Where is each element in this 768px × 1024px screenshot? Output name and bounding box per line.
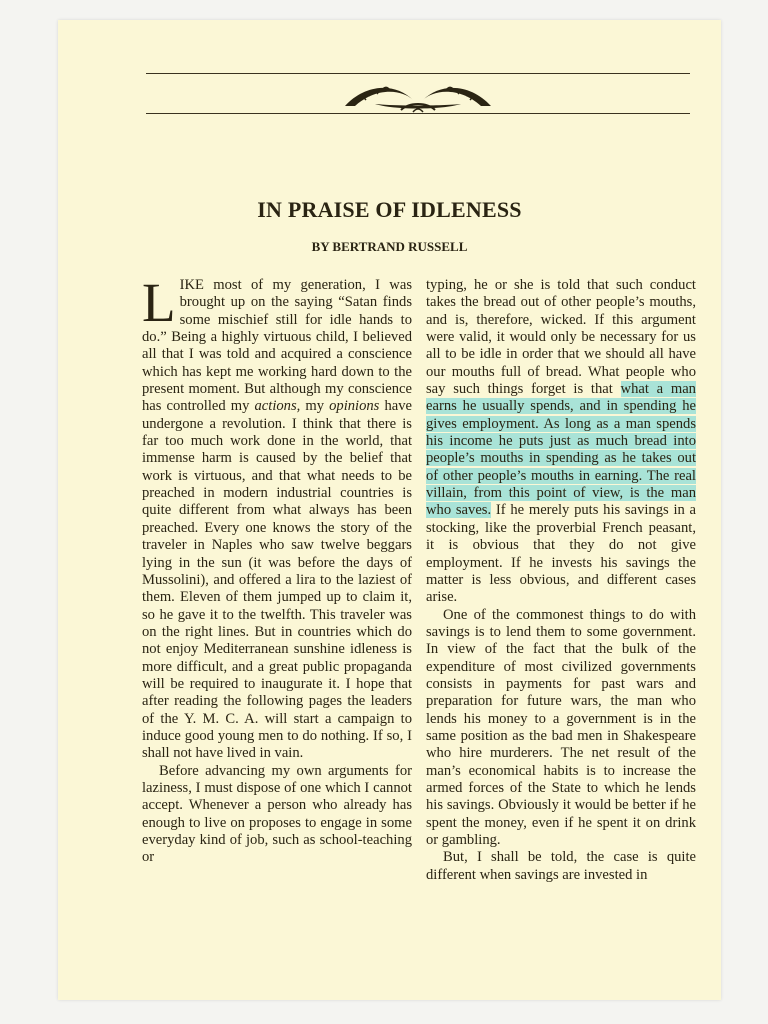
paragraph-text: my (300, 398, 330, 415)
paragraph-text: have undergone a revolution. I think that there is far too much work done in the world, that immense harm is caused by the belief that work is virtuous, and that what needs to be preached in modern industrial countries is quite different from what always has been preached. Every one knows the story of the traveler in Naples who saw twelve beggars lying in the sun (it was before the days of Mussolini), and offered a lira to the laziest of them. Eleven of them jumped up to claim it, so he gave it to the twelfth. This traveler was on the right lines. But in countries which do not enjoy Mediterranean sunshine idleness is more difficult, and a great public propaganda will be required to inaugurate it. I hope that after reading the following pages the leaders of the Y. M. C. A. will start a campaign to induce good young men to do nothing. If so, I shall not have lived in vain. (142, 398, 412, 762)
paragraph: Before advancing my own arguments for laziness, I must dispose of one which I cannot accept. Whenever a person who already has enough to live on proposes to engage in some everyday kind of job, such as school-teaching or (142, 762, 412, 866)
highlighted-text[interactable]: what a man earns he usually spends, and in spending he gives employment. As long as a man spends his income he puts just as much bread into people’s mouths in spending as he takes out of other people’s mouths in earning. The real villain, from this point of view, is the man who saves. (426, 381, 696, 519)
paragraph-text: If he merely puts his savings in a stocking, like the proverbial French peasant, it is obvious that they do not give employment. If he invests his savings the matter is less obvious, and different cases arise. (426, 502, 697, 606)
column-right (426, 277, 696, 884)
magazine-page (58, 20, 721, 1000)
emphasis-text: actions, (254, 398, 301, 415)
article-title: IN PRAISE OF IDLENESS (257, 197, 522, 222)
paragraph (426, 277, 696, 607)
paragraph-text: IKE most of my generation, I was brought up on the saying “Satan finds some mischief still for idle hands to do.” Being a highly virtuous child, I believed all that I was told and acquired a conscience which has kept me working hard down to the present moment. But although my conscience has controlled my (142, 277, 412, 415)
column-left (142, 272, 412, 867)
header-rule-bottom (146, 113, 690, 114)
paragraph (142, 272, 412, 763)
decorative-ornament-icon (335, 76, 501, 114)
drop-cap: L (142, 272, 176, 333)
paragraph: But, I shall be told, the case is quite different when savings are invested in (426, 849, 696, 883)
header-rule-top (146, 73, 690, 74)
emphasis-text: opinions (329, 398, 380, 415)
article-byline: BY BERTRAND RUSSELL (311, 239, 468, 254)
paragraph-text: typing, he or she is told that such conduct takes the bread out of other people’s mouths, and is, therefore, wicked. If this argument were valid, it would only be necessary for us all to be idle in order that we should all have our mouths full of bread. What people who say such things forget is that (426, 277, 696, 398)
paragraph: One of the commonest things to do with savings is to lend them to some government. In view of the fact that the bulk of the expenditure of most civilized governments consists in payments for past wars and preparation for future wars, the man who lends his money to a government is in the same position as the bad men in Shakespeare who hire murderers. The net result of the man’s economical habits is to increase the armed forces of the State to which he lends his savings. Obviously it would be better if he spent the money, even if he spent it on drink or gambling. (426, 606, 696, 848)
